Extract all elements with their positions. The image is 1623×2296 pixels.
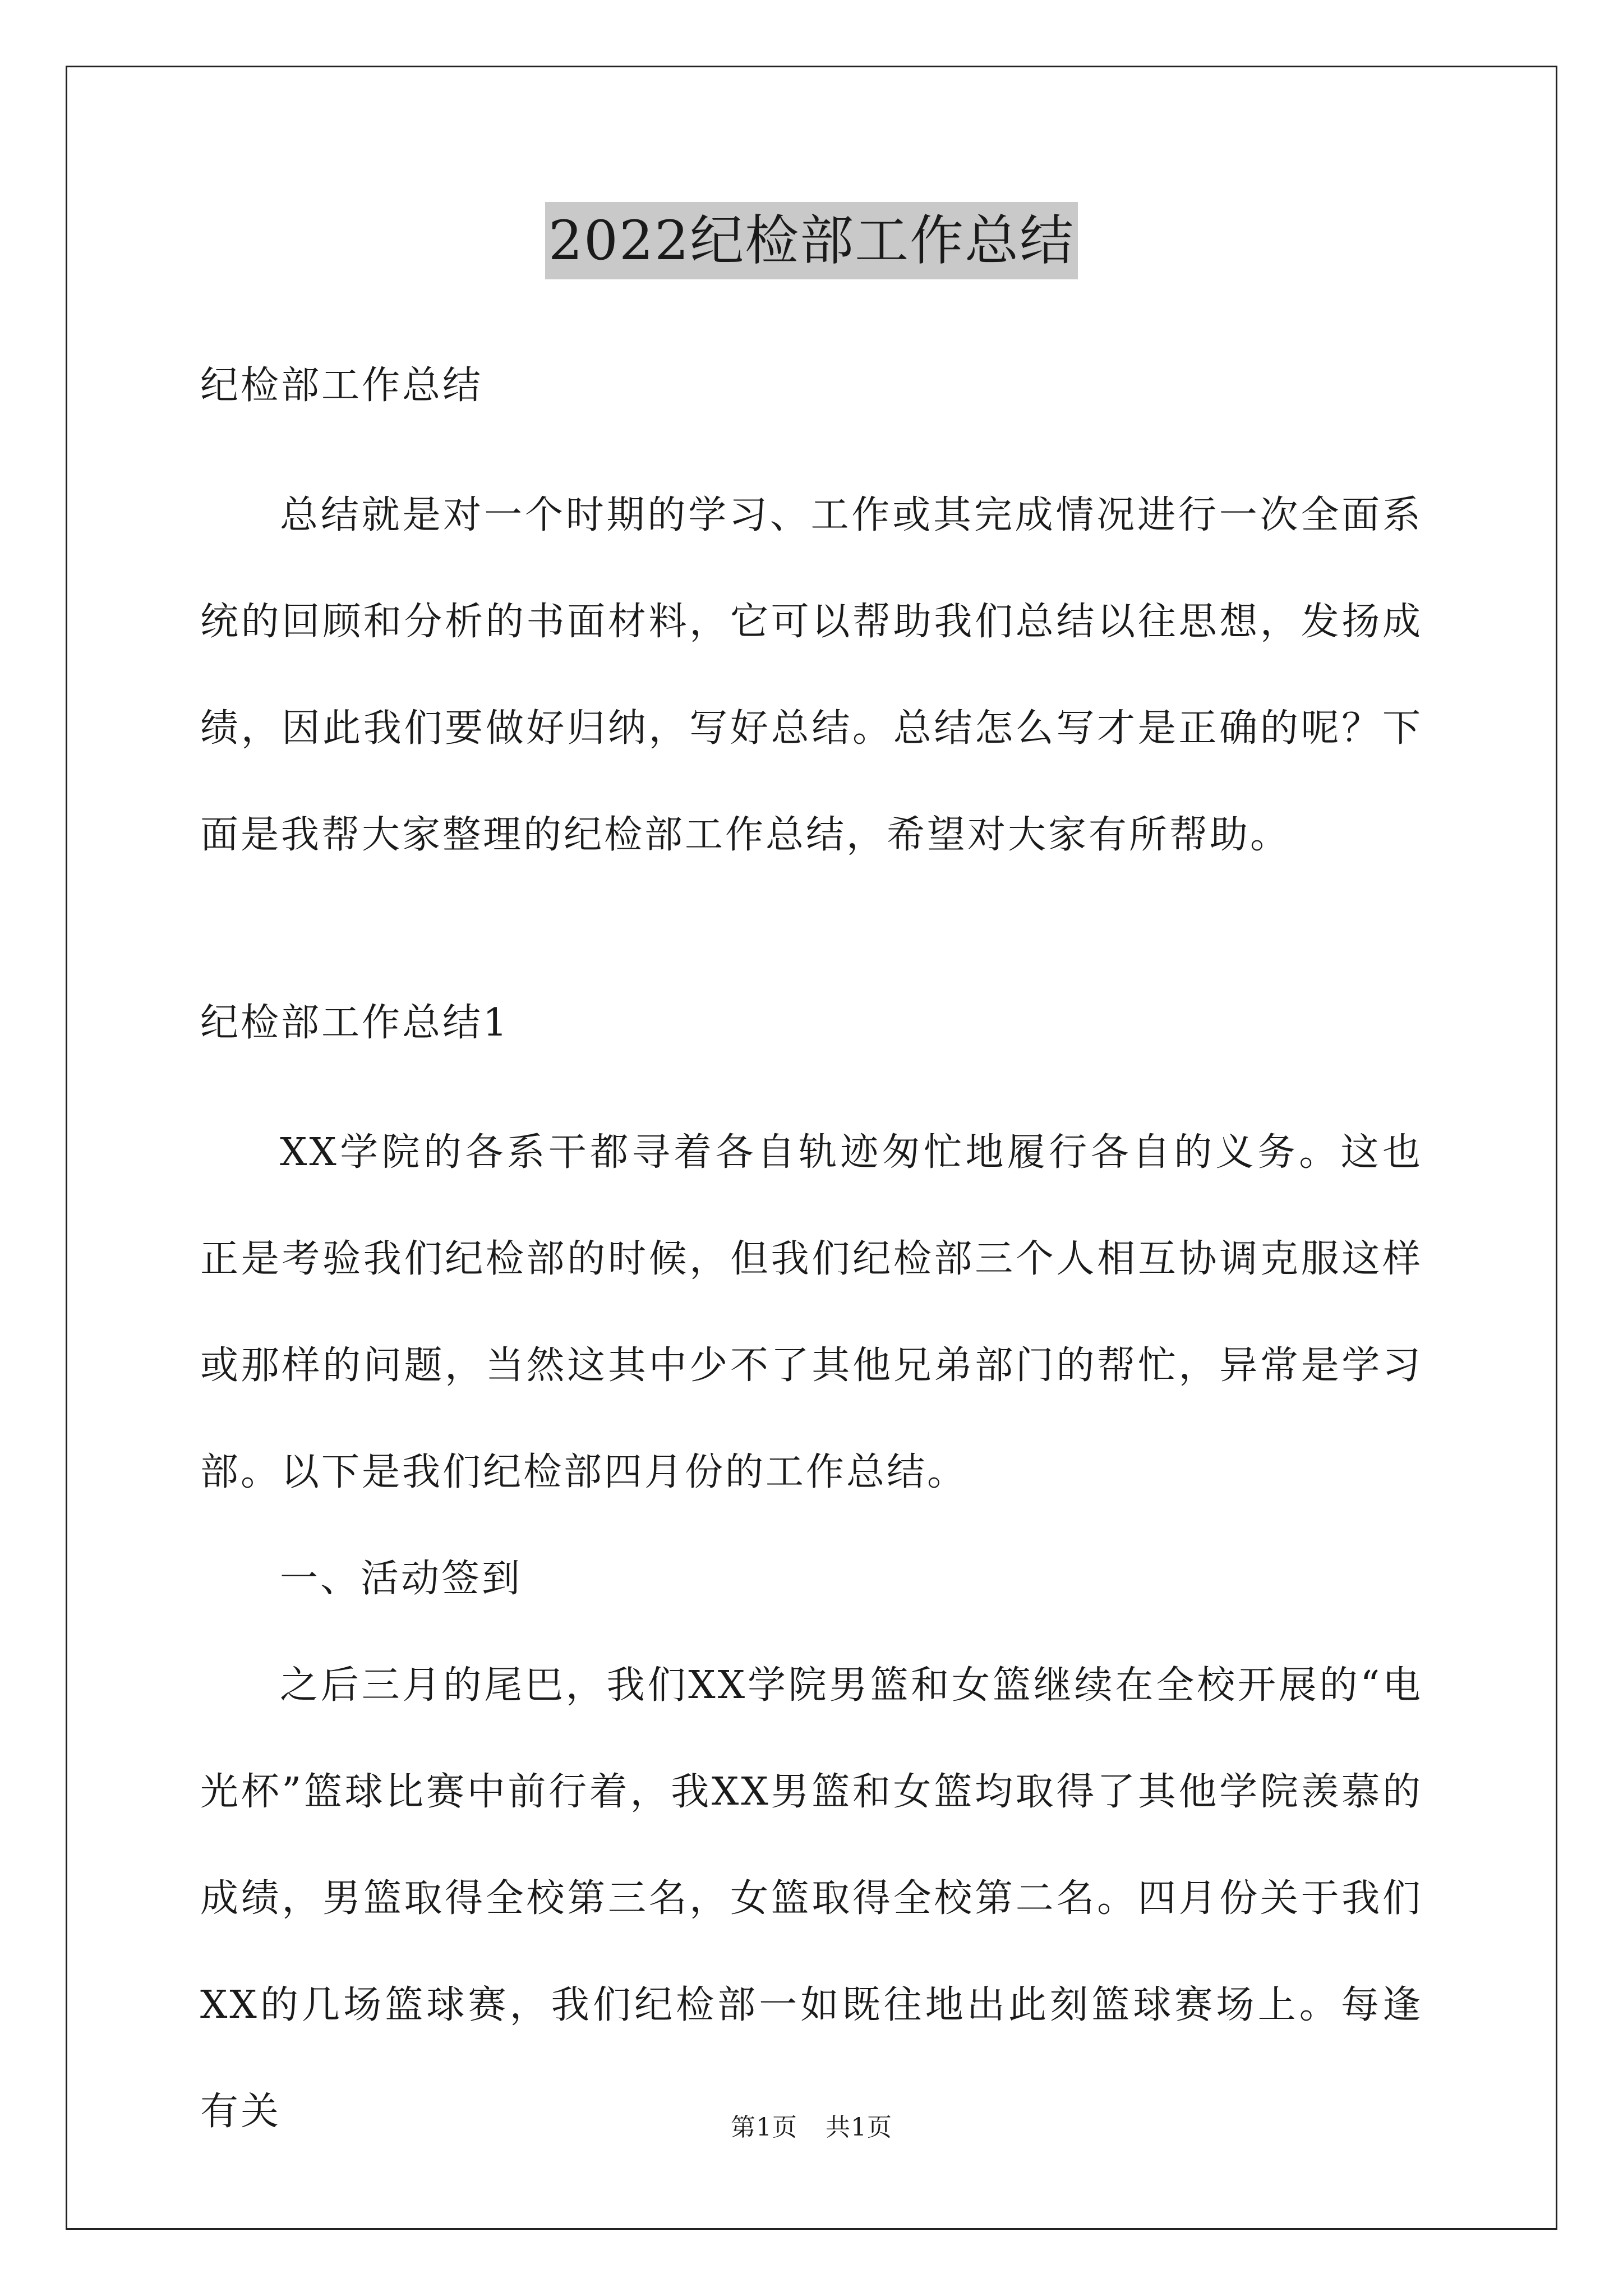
body-paragraph: 之后三月的尾巴，我们XX学院男篮和女篮继续在全校开展的“电光杯”篮球比赛中前行着，我XX男篮和女篮均取得了其他学院羡慕的成绩，男篮取得全校第三名，女篮取得全校第二名。四月份关于我们XX的几场篮球赛，我们纪检部一如既往地出此刻篮球赛场上。每逢有关 xyxy=(200,1663,1423,2134)
intro-heading: 纪检部工作总结 xyxy=(200,364,483,408)
page-total: 共1页 xyxy=(826,2113,892,2142)
subsection-heading: 一、活动签到 xyxy=(280,1557,523,1601)
title-wrapper xyxy=(200,202,1423,279)
section-heading: 纪检部工作总结1 xyxy=(200,1001,510,1045)
page-number: 第1页 xyxy=(731,2113,797,2142)
intro-paragraph: 总结就是对一个时期的学习、工作或其完成情况进行一次全面系统的回顾和分析的书面材料，它可以帮助我们总结以往思想，发扬成绩，因此我们要做好归纳，写好总结。总结怎么写才是正确的呢？下面是我帮大家整理的纪检部工作总结，希望对大家有所帮助。 xyxy=(200,493,1423,857)
body-paragraph: XX学院的各系干都寻着各自轨迹匆忙地履行各自的义务。这也正是考验我们纪检部的时候，但我们纪检部三个人相互协调克服这样或那样的问题，当然这其中少不了其他兄弟部门的帮忙，异常是学习部。以下是我们纪检部四月份的工作总结。 xyxy=(200,1130,1423,1494)
page-footer xyxy=(0,2111,1623,2145)
document-title: 2022纪检部工作总结 xyxy=(545,202,1078,279)
document-body xyxy=(200,202,1423,2165)
